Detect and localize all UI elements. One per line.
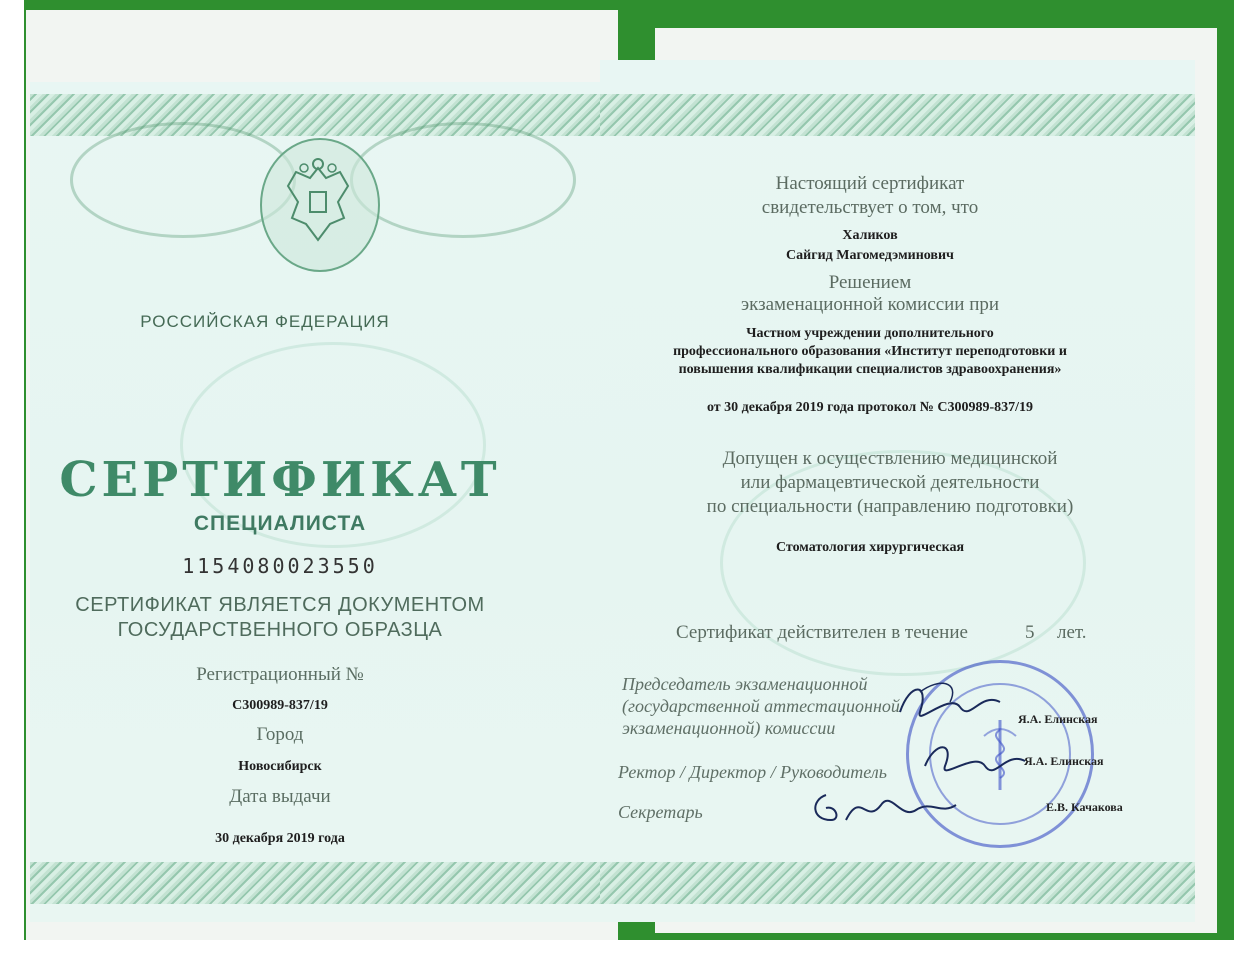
certificate-title: СЕРТИФИКАТ xyxy=(59,452,501,508)
decision-line2: экзаменационной комиссии при xyxy=(740,294,1000,315)
ornament-band-top-right xyxy=(600,94,1195,136)
right-page xyxy=(600,60,1195,922)
registration-number: С300989-837/19 xyxy=(232,698,328,713)
chair-label-line1: Председатель экзаменационной xyxy=(622,674,868,694)
coat-of-arms-emblem xyxy=(260,138,376,268)
certificate-subtitle: СПЕЦИАЛИСТА xyxy=(193,512,367,535)
issue-date-label: Дата выдачи xyxy=(229,786,331,807)
chair-label-line2: (государственной аттестационной/ xyxy=(622,696,905,716)
validity-text: Сертификат действителен в течение xyxy=(676,622,968,643)
intro-line2: свидетельствует о том, что xyxy=(761,197,979,218)
validity-unit: лет. xyxy=(1057,622,1087,643)
double-headed-eagle-icon xyxy=(278,154,358,250)
registration-label: Регистрационный № xyxy=(196,664,364,685)
country-label: РОССИЙСКАЯ ФЕДЕРАЦИЯ xyxy=(140,312,390,331)
ornament-band-bottom xyxy=(30,862,606,904)
ornament-band-bottom-right xyxy=(600,862,1195,904)
organization-line3: повышения квалификации специалистов здравоохранения» xyxy=(678,362,1062,377)
city-value: Новосибирск xyxy=(238,759,322,774)
decision-line1: Решением xyxy=(828,272,912,293)
secretary-label: Секретарь xyxy=(618,802,703,822)
chair-signature xyxy=(890,672,1010,732)
holder-given-names: Сайгид Магомедэминович xyxy=(786,248,954,263)
rector-label: Ректор / Директор / Руководитель xyxy=(618,762,887,782)
scan-margin-bottom xyxy=(0,940,1234,953)
rector-name: Я.А. Елинская xyxy=(1024,754,1104,768)
specialty-value: Стоматология хирургическая xyxy=(775,540,965,555)
chair-label-line3: экзаменационной) комиссии xyxy=(622,718,836,738)
organization-line1: Частном учреждении дополнительного xyxy=(746,326,994,341)
left-page xyxy=(30,82,606,922)
chair-name: Я.А. Елинская xyxy=(1018,712,1098,726)
admission-line3: по специальности (направлению подготовки) xyxy=(706,496,1074,517)
secretary-name: Е.В. Качакова xyxy=(1046,800,1123,814)
admission-line1: Допущен к осуществлению медицинской xyxy=(722,448,1058,469)
secretary-signature xyxy=(806,780,966,835)
state-document-line1: СЕРТИФИКАТ ЯВЛЯЕТСЯ ДОКУМЕНТОМ xyxy=(75,594,485,616)
rector-signature xyxy=(920,736,1030,786)
scan-margin-left xyxy=(0,0,24,953)
intro-line1: Настоящий сертификат xyxy=(775,173,965,194)
admission-line2: или фармацевтической деятельности xyxy=(740,472,1040,493)
organization-line2: профессионального образования «Институт переподготовки и xyxy=(673,344,1067,359)
city-label: Город xyxy=(256,724,304,745)
guilloche-ornament-right xyxy=(350,122,576,238)
state-document-line2: ГОСУДАРСТВЕННОГО ОБРАЗЦА xyxy=(117,619,443,641)
holder-surname: Халиков xyxy=(842,228,898,243)
certificate-number: 1154080023550 xyxy=(182,554,378,578)
issue-date-value: 30 декабря 2019 года xyxy=(215,831,345,846)
validity-years: 5 xyxy=(1025,622,1035,643)
protocol-line: от 30 декабря 2019 года протокол № С300989-837/19 xyxy=(706,400,1034,415)
